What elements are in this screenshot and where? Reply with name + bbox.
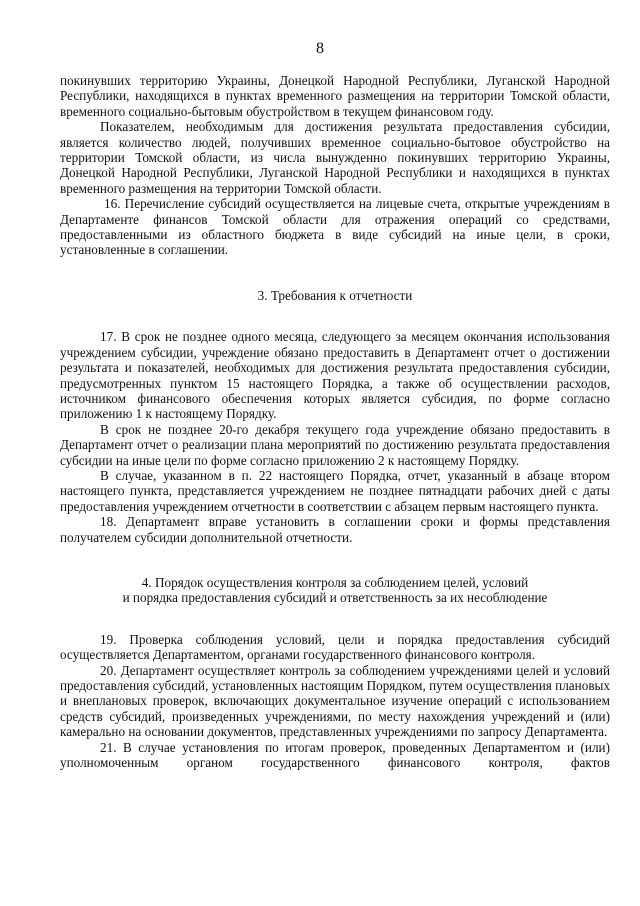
paragraph-indicator: Показателем, необходимым для достижения результата предоставления субсидии, является количество людей, получивших временное социально-бытовое обустройство на территории Томской области, из числа вынужденно покинувших территорию Украины, Донецкой Народной Республики, Луганской Народной Республики и находящихся в пунктах временного размещения на территории Томской области. — [60, 119, 610, 196]
page-number: 8 — [316, 40, 324, 57]
paragraph-21: 21. В случае установления по итогам проверок, проведенных Департаментом и (или) уполномоченным органом государственного финансового контроля, фактов — [60, 739, 610, 771]
document-body — [60, 73, 610, 770]
paragraph-20: 20. Департамент осуществляет контроль за соблюдением учреждениями целей и условий предоставления субсидий, установленных настоящим Порядком, путем осуществления плановых и внеплановых проверок, включающих документальное изучение операций с использованием средств субсидий, произведенных учреждениями, по месту нахождения учреждений и (или) камерально на основании документов, представленных учреждениями по запросу Департамента. — [60, 662, 610, 740]
paragraph-17: 17. В срок не позднее одного месяца, следующего за месяцем окончания использования учреждением субсидии, учреждение обязано предоставить в Департамент отчет о достижении результата и показателей, необходимых для достижения результата предоставления субсидии, предусмотренных пунктом 15 настоящего Порядка, а также об осуществлении расходов, источником финансового обеспечения которых является субсидия, по форме согласно приложению 1 к настоящему Порядку. — [60, 329, 610, 422]
section-4-heading-line1: 4. Порядок осуществления контроля за соблюдением целей, условий — [141, 574, 529, 590]
paragraph-continuation: покинувших территорию Украины, Донецкой Народной Республики, Луганской Народной Республики, находящихся в пунктах временного размещения на территории Томской области, временного социально-бытовым обустройством в текущем финансовом году. — [60, 73, 610, 119]
paragraph-17-case: В случае, указанном в п. 22 настоящего Порядка, отчет, указанный в абзаце втором настоящего пункта, представляется учреждением не позднее пятнадцати рабочих дней с даты предоставления учреждением отчетности в соответствии с абзацем первым настоящего пункта. — [60, 467, 610, 514]
paragraph-19: 19. Проверка соблюдения условий, цели и порядка предоставления субсидий осуществляется Департаментом, органами государственного финансового контроля. — [60, 631, 610, 663]
paragraph-18: 18. Департамент вправе установить в соглашении сроки и формы представления получателем субсидии дополнительной отчетности. — [60, 514, 610, 545]
paragraph-16: 16. Перечисление субсидий осуществляется на лицевые счета, открытые учреждениям в Департаменте финансов Томской области для отражения операций со средствами, предоставленными из областного бюджета в виде субсидий на иные цели, в сроки, установленные в соглашении. — [60, 196, 610, 258]
section-3-heading: 3. Требования к отчетности — [257, 287, 413, 303]
paragraph-17-deadline: В срок не позднее 20-го декабря текущего года учреждение обязано предоставить в Департамент отчет о реализации плана мероприятий по достижению результата предоставления субсидии на иные цели по форме согласно приложению 2 к настоящему Порядку. — [60, 421, 610, 468]
section-4-heading-line2: и порядка предоставления субсидий и ответственность за их несоблюдение — [122, 590, 548, 606]
